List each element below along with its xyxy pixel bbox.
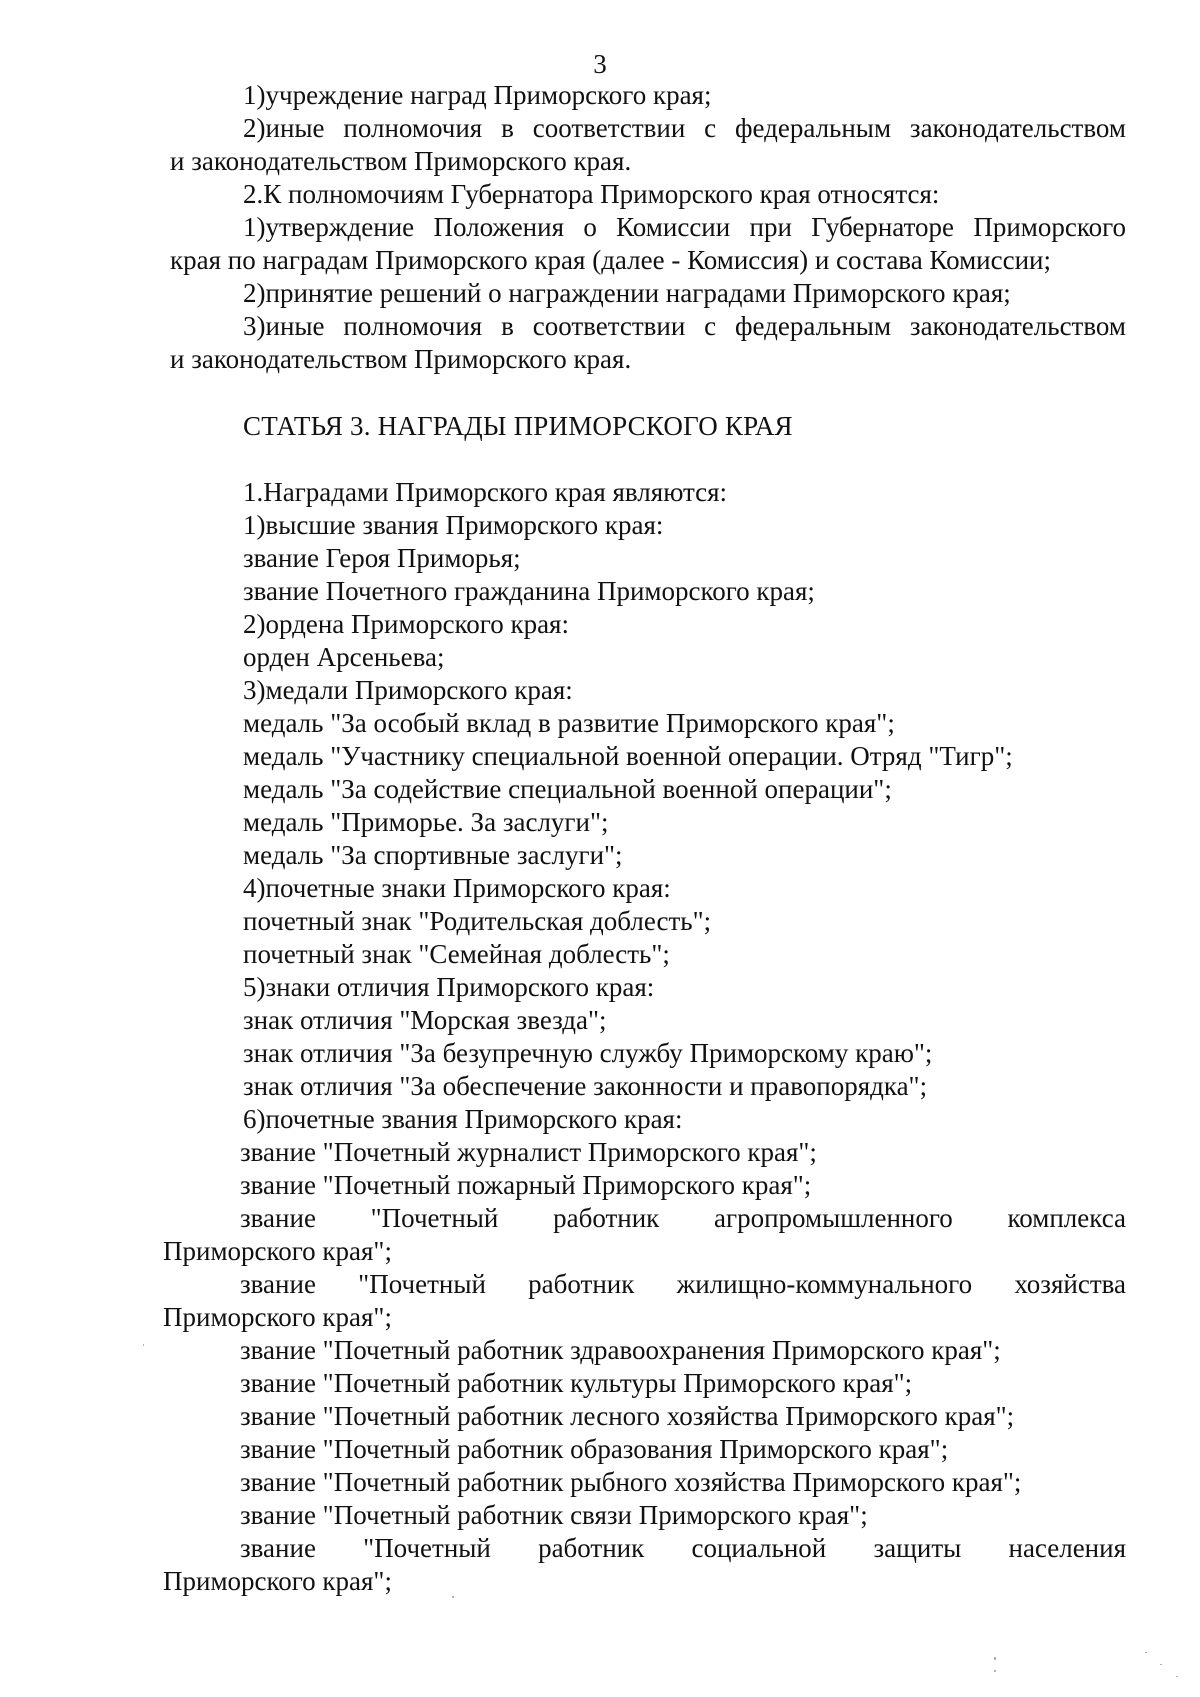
list-item: 2)принятие решений о награждении наградами Приморского края; — [243, 278, 1011, 308]
list-item: 5)знаки отличия Приморского края: — [243, 972, 655, 1002]
list-item: 1)утверждение Положения о Комиссии при Губернаторе Приморского — [243, 212, 1126, 242]
list-item: звание "Почетный работник социальной защиты населения — [240, 1533, 1126, 1563]
list-item-continuation: и законодательством Приморского края. — [170, 146, 632, 176]
list-item: звание "Почетный пожарный Приморского края"; — [240, 1170, 812, 1200]
list-item: звание Почетного гражданина Приморского края; — [243, 576, 815, 606]
scan-speck — [1160, 1664, 1162, 1665]
list-item: медаль "Участнику специальной военной операции. Отряд "Тигр"; — [243, 741, 1013, 771]
list-item: медаль "Приморье. За заслуги"; — [243, 807, 609, 837]
scan-speck — [452, 1596, 454, 1598]
scan-speck — [1176, 1676, 1178, 1677]
list-item: медаль "За содействие специальной военной операции"; — [243, 774, 892, 804]
list-item: 1.Наградами Приморского края являются: — [243, 477, 728, 507]
list-item: 4)почетные знаки Приморского края: — [243, 873, 671, 903]
list-item: 6)почетные звания Приморского края: — [243, 1104, 683, 1134]
list-item: медаль "За особый вклад в развитие Приморского края"; — [243, 708, 895, 738]
scan-speck — [143, 1344, 144, 1346]
list-item: знак отличия "За обеспечение законности и правопорядка"; — [243, 1071, 928, 1101]
list-item: звание "Почетный работник здравоохранения Приморского края"; — [240, 1335, 1001, 1365]
list-item: орден Арсеньева; — [243, 642, 445, 672]
list-item: 1)учреждение наград Приморского края; — [243, 80, 712, 110]
list-item: звание "Почетный работник культуры Приморского края"; — [240, 1368, 913, 1398]
list-item: 2)ордена Приморского края: — [243, 609, 569, 639]
list-item: звание "Почетный работник жилищно-коммунального хозяйства — [240, 1269, 1126, 1299]
list-item: звание "Почетный работник рыбного хозяйства Приморского края"; — [240, 1467, 1022, 1497]
list-item: знак отличия "За безупречную службу Приморскому краю"; — [243, 1038, 933, 1068]
list-item: 2)иные полномочия в соответствии с федеральным законодательством — [243, 113, 1126, 143]
page-number: 3 — [593, 49, 607, 79]
list-item: 3)иные полномочия в соответствии с федеральным законодательством — [243, 311, 1126, 341]
list-item: 3)медали Приморского края: — [243, 675, 573, 705]
scan-speck — [1145, 1652, 1147, 1653]
list-item: знак отличия "Морская звезда"; — [243, 1005, 607, 1035]
list-item-continuation: Приморского края"; — [163, 1302, 392, 1332]
list-item: звание "Почетный работник лесного хозяйства Приморского края"; — [240, 1401, 1015, 1431]
list-item-continuation: Приморского края"; — [163, 1236, 392, 1266]
article-heading: СТАТЬЯ 3. НАГРАДЫ ПРИМОРСКОГО КРАЯ — [243, 411, 793, 441]
scan-speck — [994, 1657, 996, 1660]
list-item: медаль "За спортивные заслуги"; — [243, 840, 623, 870]
paragraph: 2.К полномочиям Губернатора Приморского края относятся: — [243, 179, 940, 209]
list-item: почетный знак "Родительская доблесть"; — [243, 906, 712, 936]
list-item: звание "Почетный работник образования Приморского края"; — [240, 1434, 949, 1464]
list-item-continuation: края по наградам Приморского края (далее - Комиссия) и состава Комиссии; — [170, 245, 1051, 275]
list-item: 1)высшие звания Приморского края: — [243, 510, 664, 540]
list-item: почетный знак "Семейная доблесть"; — [243, 939, 670, 969]
list-item-continuation: и законодательством Приморского края. — [170, 344, 632, 374]
list-item-continuation: Приморского края"; — [163, 1566, 392, 1596]
scan-speck — [994, 1670, 996, 1672]
list-item: звание "Почетный работник связи Приморского края"; — [240, 1500, 868, 1530]
list-item: звание Героя Приморья; — [243, 543, 521, 573]
list-item: звание "Почетный работник агропромышленного комплекса — [240, 1203, 1126, 1233]
list-item: звание "Почетный журналист Приморского края"; — [240, 1137, 817, 1167]
